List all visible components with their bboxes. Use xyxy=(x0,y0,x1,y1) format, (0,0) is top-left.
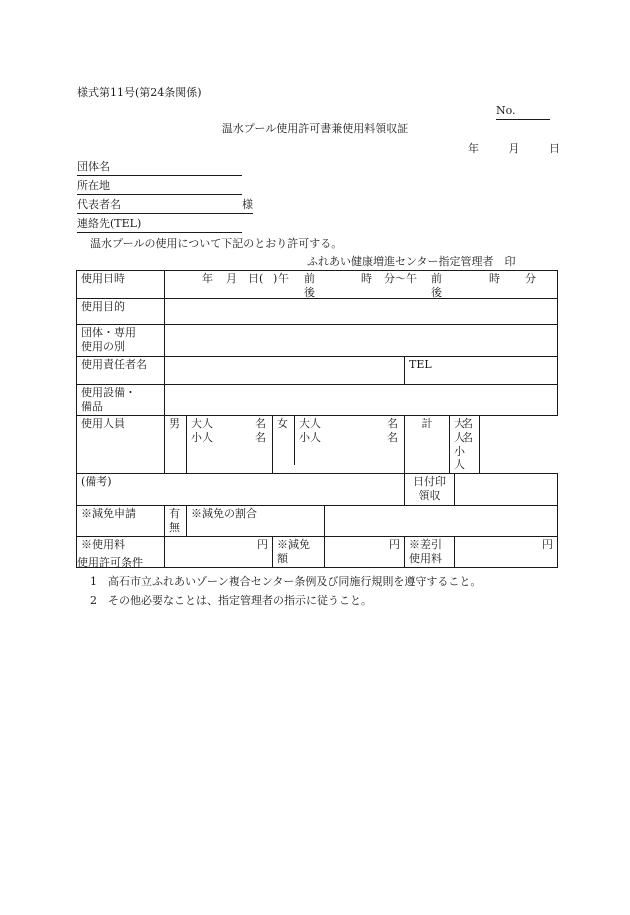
row-purpose xyxy=(77,299,558,325)
contact-field xyxy=(77,217,242,233)
male-label: 男 xyxy=(165,416,187,474)
remarks-cell xyxy=(77,474,405,506)
net-fee-yen-unit: 円 xyxy=(455,537,558,568)
female-child-unit: 名 xyxy=(387,431,398,445)
reduction-amount-label: ※減免額 xyxy=(273,537,325,568)
reduction-rate-value xyxy=(325,505,558,537)
permit-statement: 温水プールの使用について下記のとおり許可する。 xyxy=(90,237,343,250)
total-child-unit: 名 xyxy=(462,431,473,445)
female-adult-unit: 名 xyxy=(387,417,398,431)
usage-type-value xyxy=(165,325,558,357)
female-adult-label: 大人 xyxy=(299,417,321,431)
usage-type-label-line2: 使用の別 xyxy=(81,340,125,354)
end-zen-label: 前 xyxy=(431,272,442,285)
male-adult-label: 大人 xyxy=(191,417,213,431)
honorific-label: 様 xyxy=(242,198,253,211)
date-month-label: 月 xyxy=(508,142,520,155)
reduction-apply-label: ※減免申請 xyxy=(77,505,165,537)
equipment-label-line1: 使用設備・ xyxy=(81,385,136,399)
contact-label: 連絡先(TEL) xyxy=(77,217,142,230)
female-count-cell xyxy=(273,416,405,474)
document-number-label: No. xyxy=(496,104,550,120)
tel-label: TEL xyxy=(409,357,432,371)
condition-item: 2 その他必要なことは、指定管理者の指示に従うこと。 xyxy=(90,594,372,607)
male-count-cell xyxy=(187,416,273,474)
total-count-cell xyxy=(450,416,480,474)
usage-month-label: 月 xyxy=(226,272,237,285)
remarks-label: (備考) xyxy=(81,475,112,489)
group-name-field xyxy=(77,160,242,176)
people-label: 使用人員 xyxy=(77,416,165,474)
usage-datetime-value xyxy=(165,271,558,299)
reduction-amount-yen-unit: 円 xyxy=(325,537,405,568)
row-usage-datetime xyxy=(77,271,558,299)
manager-signature-line: ふれあい健康増進センター指定管理者 印 xyxy=(307,255,516,268)
address-field xyxy=(77,179,242,195)
row-responsible xyxy=(77,356,558,384)
representative-field xyxy=(77,198,253,214)
start-hour-label: 時 xyxy=(361,272,372,285)
usage-datetime-label: 使用日時 xyxy=(77,271,165,299)
date-stamp-value xyxy=(455,474,558,506)
responsible-label: 使用責任者名 xyxy=(77,356,165,384)
document-title: 温水プール使用許可書兼使用料領収証 xyxy=(221,122,409,135)
male-child-label: 小人 xyxy=(191,430,213,444)
male-child-unit: 名 xyxy=(255,431,266,445)
usage-type-label xyxy=(77,325,165,357)
date-stamp-label-line2: 領収 xyxy=(418,489,441,503)
tel-cell xyxy=(405,356,558,384)
usage-dow-close: ) xyxy=(273,272,278,285)
group-name-label: 団体名 xyxy=(77,160,110,173)
usage-day-label: 日( xyxy=(248,272,264,285)
purpose-label: 使用目的 xyxy=(77,299,165,325)
net-fee-label: ※差引使用料 xyxy=(405,537,455,568)
start-minute-label: 分〜午 xyxy=(384,272,417,285)
female-child-label: 小人 xyxy=(299,430,321,444)
date-stamp-label xyxy=(405,474,455,506)
conditions-title: 使用許可条件 xyxy=(77,556,143,569)
issue-date xyxy=(468,142,560,156)
none-label: 無 xyxy=(169,521,180,535)
start-go-label: 後 xyxy=(304,286,315,299)
usage-type-label-line1: 団体・専用 xyxy=(81,326,136,339)
total-child-label: 小人 xyxy=(454,444,465,472)
total-adult-unit: 名 xyxy=(462,417,473,431)
total-label: 計 xyxy=(405,416,450,474)
total-adult-label: 大人 xyxy=(454,417,465,444)
fee-label: ※使用料 xyxy=(77,537,165,568)
row-remarks xyxy=(77,474,558,506)
responsible-value xyxy=(165,356,405,384)
representative-label: 代表者名 xyxy=(77,198,121,211)
row-reduction xyxy=(77,505,558,537)
equipment-value xyxy=(165,384,558,416)
row-fees xyxy=(77,537,558,568)
end-hour-label: 時 xyxy=(489,272,500,285)
address-label: 所在地 xyxy=(77,179,110,192)
date-year-label: 年 xyxy=(468,142,479,155)
row-people xyxy=(77,416,558,474)
has-none-label xyxy=(165,505,187,537)
end-minute-label: 分 xyxy=(525,272,536,285)
female-label-cell xyxy=(273,416,295,465)
date-day-label: 日 xyxy=(549,142,560,155)
usage-year-label: 年 xyxy=(202,272,213,285)
fee-yen-unit: 円 xyxy=(165,537,273,568)
has-label: 有 xyxy=(169,506,180,520)
purpose-value xyxy=(165,299,558,325)
form-number: 様式第11号(第24条関係) xyxy=(77,86,202,99)
female-label-text: 女 xyxy=(277,417,288,431)
permit-table xyxy=(76,270,558,568)
reduction-rate-label: ※減免の割合 xyxy=(187,505,325,537)
condition-item: 1 高石市立ふれあいゾーン複合センター条例及び同施行規則を遵守すること。 xyxy=(90,575,482,588)
equipment-label-line2: 備品 xyxy=(81,399,103,413)
equipment-label xyxy=(77,384,165,416)
usage-am-pm-prefix: 午 xyxy=(278,272,289,285)
start-zen-label: 前 xyxy=(304,272,315,285)
row-usage-type xyxy=(77,325,558,357)
male-adult-unit: 名 xyxy=(255,417,266,431)
date-stamp-label-line1: 日付印 xyxy=(413,475,446,489)
end-go-label: 後 xyxy=(431,286,442,299)
row-equipment xyxy=(77,384,558,416)
